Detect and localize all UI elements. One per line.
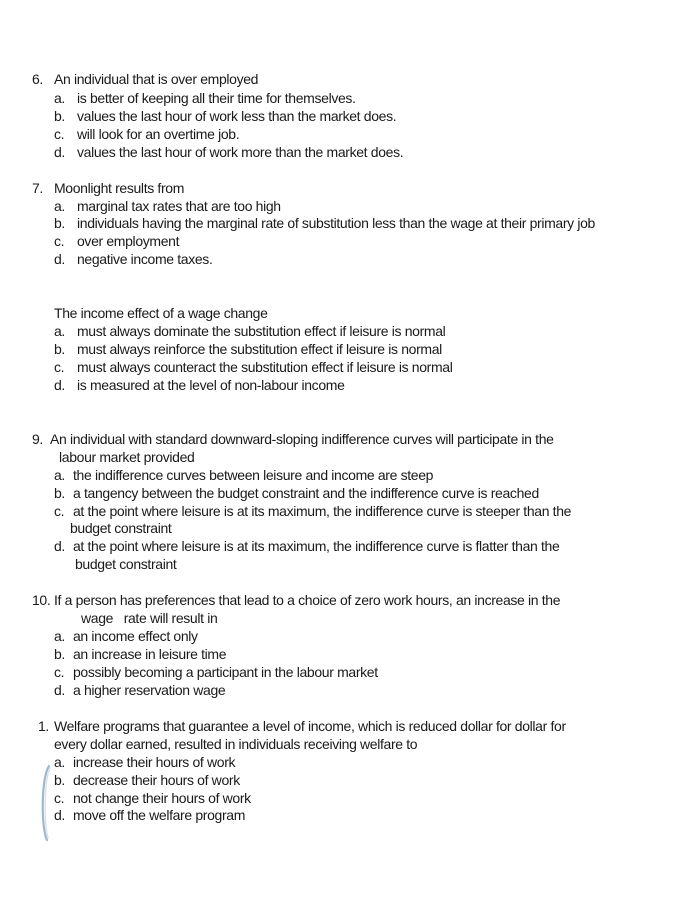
q8-option-d-letter: d. (54, 377, 65, 393)
question-11-stem-line1: Welfare programs that guarantee a level of income, which is reduced dollar for dollar for (54, 718, 566, 734)
q9-option-d-text-line2: budget constraint (75, 556, 177, 572)
q10-option-b-text: an increase in leisure time (73, 646, 227, 662)
q9-option-a-letter: a. (54, 467, 65, 483)
q10-option-b-letter: b. (54, 646, 65, 662)
question-9-stem-line2: labour market provided (59, 449, 195, 465)
q8-option-c-letter: c. (54, 359, 65, 375)
q9-option-b-letter: b. (54, 485, 65, 501)
q10-option-d-letter: d. (54, 682, 65, 698)
question-7-stem: Moonlight results from (54, 180, 185, 196)
q7-option-a-text: marginal tax rates that are too high (77, 198, 281, 214)
q7-option-d-letter: d. (54, 251, 65, 267)
q6-option-d-text: values the last hour of work more than the market does. (77, 144, 404, 160)
question-8-stem: The income effect of a wage change (54, 305, 268, 321)
q8-option-b-letter: b. (54, 341, 65, 357)
q9-option-c-text-line2: budget constraint (70, 520, 172, 536)
q6-option-c-letter: c. (54, 126, 65, 142)
q10-option-a-letter: a. (54, 628, 65, 644)
q9-option-b-text: a tangency between the budget constraint and the indifference curve is reached (73, 485, 539, 501)
question-9-number: 9. (32, 431, 43, 447)
question-10-stem-line2: wage rate will result in (81, 610, 218, 626)
question-9-stem-line1: An individual with standard downward-sloping indifference curves will participate in the (50, 431, 554, 447)
q8-option-a-text: must always dominate the substitution effect if leisure is normal (77, 323, 446, 339)
q6-option-b-text: values the last hour of work less than the market does. (77, 108, 397, 124)
question-10-number: 10. (32, 592, 51, 608)
question-11-number: 1. (38, 718, 49, 734)
q8-option-c-text: must always counteract the substitution effect if leisure is normal (77, 359, 453, 375)
q11-option-c-text: not change their hours of work (73, 790, 251, 806)
q11-option-d-letter: d. (54, 807, 65, 823)
q11-option-a-letter: a. (54, 754, 65, 770)
bracket-mark (40, 764, 52, 842)
q8-option-a-letter: a. (54, 323, 65, 339)
q8-option-b-text: must always reinforce the substitution effect if leisure is normal (77, 341, 442, 357)
q11-option-b-letter: b. (54, 772, 65, 788)
q10-option-a-text: an income effect only (73, 628, 198, 644)
question-11-stem-line2: every dollar earned, resulted in individuals receiving welfare to (54, 736, 418, 752)
q9-option-c-letter: c. (54, 503, 65, 519)
q9-option-d-text: at the point where leisure is at its maximum, the indifference curve is flatter than the (73, 538, 560, 554)
q6-option-b-letter: b. (54, 108, 65, 124)
q10-option-c-text: possibly becoming a participant in the labour market (73, 664, 378, 680)
q6-option-a-text: is better of keeping all their time for themselves. (77, 90, 356, 106)
q7-option-b-text: individuals having the marginal rate of substitution less than the wage at their primary job (77, 215, 595, 231)
q7-option-c-letter: c. (54, 233, 65, 249)
question-6-stem: An individual that is over employed (54, 71, 259, 87)
q6-option-d-letter: d. (54, 144, 65, 160)
q7-option-d-text: negative income taxes. (77, 251, 213, 267)
q7-option-a-letter: a. (54, 198, 65, 214)
q11-option-c-letter: c. (54, 790, 65, 806)
q8-option-d-text: is measured at the level of non-labour income (77, 377, 345, 393)
q11-option-a-text: increase their hours of work (73, 754, 236, 770)
q6-option-c-text: will look for an overtime job. (77, 126, 240, 142)
q10-option-c-letter: c. (54, 664, 65, 680)
q6-option-a-letter: a. (54, 90, 65, 106)
question-6-number: 6. (32, 71, 43, 87)
question-7-number: 7. (32, 180, 43, 196)
q7-option-b-letter: b. (54, 215, 65, 231)
q9-option-d-letter: d. (54, 538, 65, 554)
q10-option-d-text: a higher reservation wage (73, 682, 226, 698)
q11-option-b-text: decrease their hours of work (73, 772, 240, 788)
q9-option-c-text: at the point where leisure is at its maximum, the indifference curve is steeper than the (73, 503, 572, 519)
q7-option-c-text: over employment (77, 233, 180, 249)
q9-option-a-text: the indifference curves between leisure and income are steep (73, 467, 434, 483)
q11-option-d-text: move off the welfare program (73, 807, 246, 823)
question-10-stem-line1: If a person has preferences that lead to a choice of zero work hours, an increase in the (54, 592, 561, 608)
